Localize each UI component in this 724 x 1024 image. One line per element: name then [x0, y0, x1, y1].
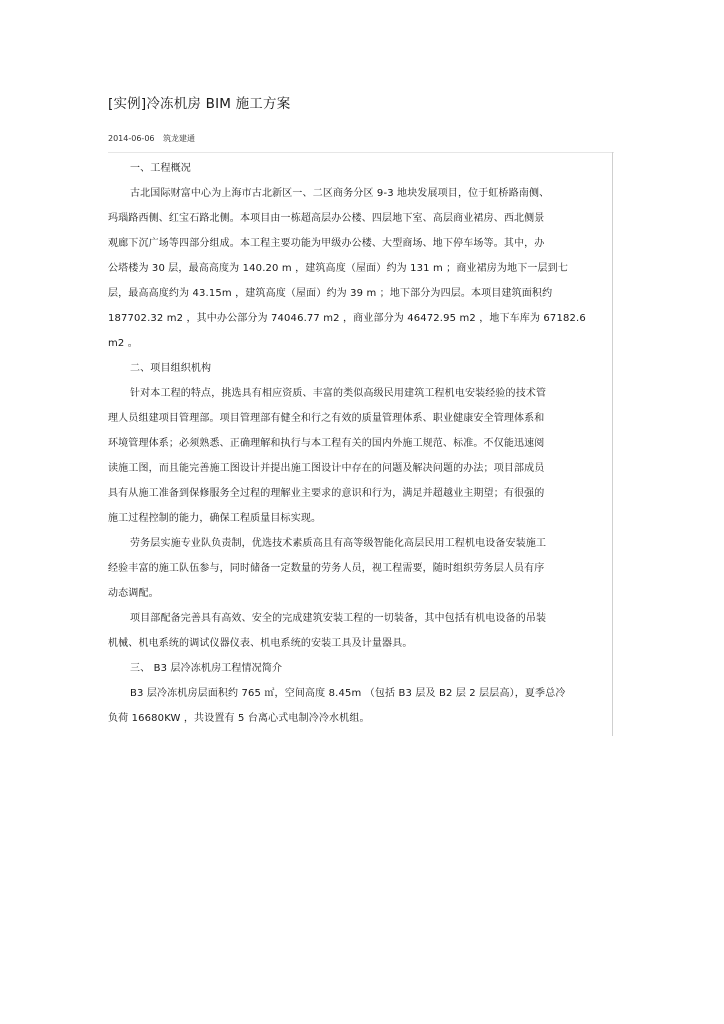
section-heading: 二、项目组织机构 [130, 363, 212, 374]
body-text-line: 187702.32 m2 ，其中办公部分为 74046.77 m2 ，商业部分为 46472.95 m2 ，地下车库为 67182.6 [108, 313, 586, 324]
body-text-line: B3 层冷冻机房层面积约 765 ㎡，空间高度 8.45m （包括 B3 层及 B2 层 2 层层高），夏季总冷 [130, 688, 566, 699]
body-text-line: 古北国际财富中心为上海市古北新区一、二区商务分区 9-3 地块发展项目，位于虹桥路南侧、 [130, 188, 550, 199]
body-text-line: 环境管理体系；必须熟悉、正确理解和执行与本工程有关的国内外施工规范、标准。不仅能迅速阅 [108, 438, 545, 449]
body-text-line: 项目部配备完善具有高效、安全的完成建筑安装工程的一切装备，其中包括有机电设备的吊装 [130, 613, 547, 624]
publish-date: 2014-06-06 [108, 134, 155, 143]
body-text-line: 层，最高高度约为 43.15m ，建筑高度（屋面）约为 39 m ；地下部分为四层。本项目建筑面积约 [108, 288, 553, 299]
body-text-line: 机械、机电系统的调试仪器仪表、机电系统的安装工具及计量器具。 [108, 638, 413, 649]
body-text-line: 负荷 16680KW ，共设置有 5 台离心式电制冷冷水机组。 [108, 713, 370, 724]
body-text-line: 玛瑙路西侧、红宝石路北侧。本项目由一栋超高层办公楼、四层地下室、高层商业裙房、西北侧景 [108, 213, 545, 224]
body-text-line: 施工过程控制的能力，确保工程质量目标实现。 [108, 513, 322, 524]
body-text-line: 劳务层实施专业队负责制，优选技术素质高且有高等级智能化高层民用工程机电设备安装施工 [130, 538, 547, 549]
content-top-border [108, 152, 614, 153]
content-right-border [612, 152, 613, 736]
section-heading: 一、工程概况 [130, 163, 191, 174]
author-name: 筑龙建通 [163, 134, 196, 143]
body-text-line: 具有从施工准备到保修服务全过程的理解业主要求的意识和行为，满足并超越业主期望；有很强的 [108, 488, 545, 499]
document-body [108, 156, 610, 731]
body-text-line: 观廊下沉广场等四部分组成。本工程主要功能为甲级办公楼、大型商场、地下停车场等。其中，办 [108, 238, 545, 249]
body-text-line: 读施工图，而且能完善施工图设计并提出施工图设计中存在的问题及解决问题的办法；项目部成员 [108, 463, 545, 474]
body-text-line: 针对本工程的特点，挑选具有相应资质、丰富的类似高级民用建筑工程机电安装经验的技术管 [130, 388, 547, 399]
body-text-line: 公塔楼为 30 层，最高高度为 140.20 m ，建筑高度（屋面）约为 131 m ；商业裙房为地下一层到七 [108, 263, 568, 274]
body-text-line: m2 。 [108, 338, 138, 349]
document-title: [实例]冷冻机房 BIM 施工方案 [108, 96, 291, 112]
section-heading: 三、 B3 层冷冻机房工程情况简介 [130, 663, 283, 674]
body-text-line: 动态调配。 [108, 588, 159, 599]
document-meta [108, 133, 195, 144]
body-text-line: 理人员组建项目管理部。项目管理部有健全和行之有效的质量管理体系、职业健康安全管理体系和 [108, 413, 545, 424]
body-text-line: 经验丰富的施工队伍参与，同时储备一定数量的劳务人员，视工程需要，随时组织劳务层人员有序 [108, 563, 545, 574]
